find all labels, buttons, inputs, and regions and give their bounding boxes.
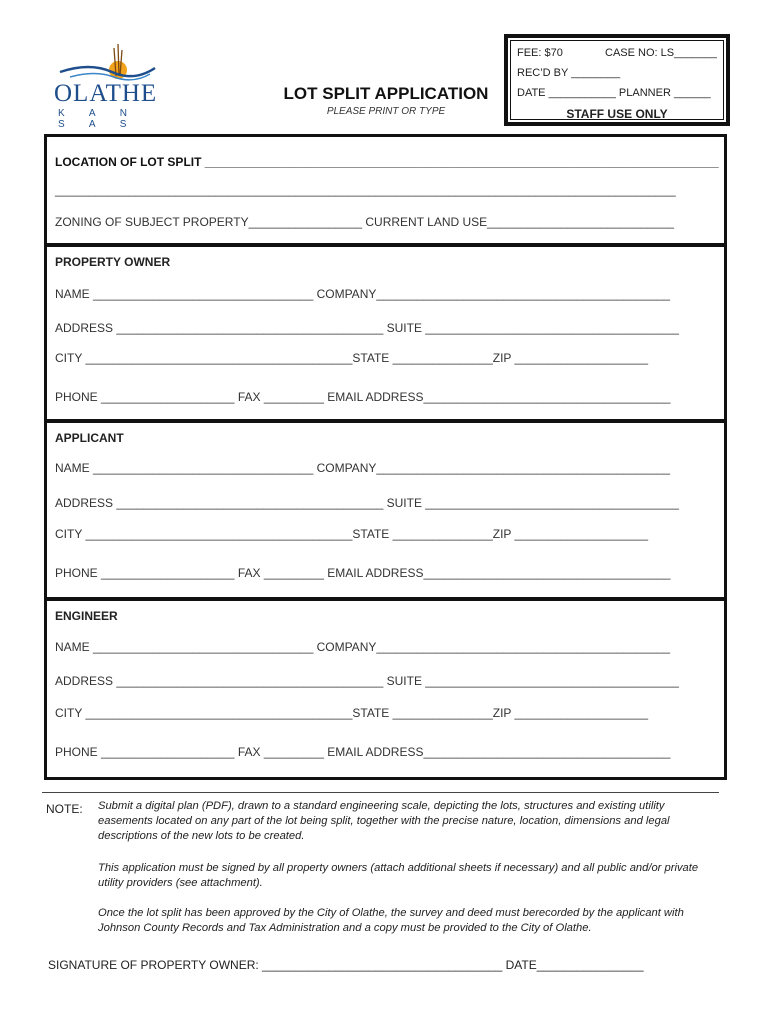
divider <box>42 792 719 793</box>
owner-address-suite-field[interactable]: ADDRESS ________________________________________ SUITE ______________________________________ <box>55 321 679 335</box>
applicant-phone-fax-email-field[interactable]: PHONE ____________________ FAX _________ EMAIL ADDRESS_____________________________________ <box>55 566 671 580</box>
zoning-land-use-field[interactable]: ZONING OF SUBJECT PROPERTY_________________ CURRENT LAND USE____________________________ <box>55 215 675 229</box>
olathe-logo <box>50 42 160 130</box>
case-no-field: CASE NO: LS_______ <box>605 47 717 59</box>
applicant-section <box>44 420 727 600</box>
applicant-address-suite-field[interactable]: ADDRESS ________________________________________ SUITE ______________________________________ <box>55 496 679 510</box>
recd-by-field: REC’D BY ________ <box>517 67 621 79</box>
signature-date-field[interactable]: SIGNATURE OF PROPERTY OWNER: ____________________________________ DATE________________ <box>48 958 644 972</box>
owner-phone-fax-email-field[interactable]: PHONE ____________________ FAX _________ EMAIL ADDRESS_____________________________________ <box>55 390 671 404</box>
note-paragraph-3: Once the lot split has been approved by the City of Olathe, the survey and deed must berecorded by the applicant with Johnson County Records and Tax Administration and a copy must be provided to the City of Olathe. <box>98 907 684 934</box>
location-section <box>44 134 727 246</box>
logo-state: K A N S A S <box>58 108 139 130</box>
form-title: LOT SPLIT APPLICATION <box>283 84 489 103</box>
engineer-section <box>44 598 727 780</box>
owner-city-state-zip-field[interactable]: CITY ________________________________________STATE _______________ZIP ____________________ <box>55 351 648 365</box>
applicant-name-company-field[interactable]: NAME _________________________________ COMPANY____________________________________________ <box>55 461 671 475</box>
staff-use-label: STAFF USE ONLY <box>566 107 668 121</box>
engineer-header: ENGINEER <box>55 609 118 623</box>
property-owner-header: PROPERTY OWNER <box>55 255 171 269</box>
engineer-name-company-field[interactable]: NAME _________________________________ COMPANY____________________________________________ <box>55 640 671 654</box>
engineer-phone-fax-email-field[interactable]: PHONE ____________________ FAX _________ EMAIL ADDRESS_____________________________________ <box>55 745 671 759</box>
form-subtitle: PLEASE PRINT OR TYPE <box>326 106 446 117</box>
engineer-address-suite-field[interactable]: ADDRESS ________________________________________ SUITE ______________________________________ <box>55 674 679 688</box>
note-paragraph-1: Submit a digital plan (PDF), drawn to a standard engineering scale, depicting the lots, structures and existing utility easements located on any part of the lot being split, together with the precise nature, location, dimensions and legal descriptions of the new lots to be created. <box>98 800 670 842</box>
staff-use-box <box>504 34 730 126</box>
applicant-header: APPLICANT <box>55 431 124 445</box>
property-owner-section <box>44 244 727 422</box>
owner-name-company-field[interactable]: NAME _________________________________ COMPANY____________________________________________ <box>55 287 671 301</box>
staff-box-inner <box>510 40 724 120</box>
location-line-2[interactable]: _____________________________________________________________________________________________ <box>55 183 676 197</box>
logo-wordmark: OLATHE <box>54 80 158 107</box>
fee-field: FEE: $70 <box>517 47 563 59</box>
applicant-city-state-zip-field[interactable]: CITY ________________________________________STATE _______________ZIP ____________________ <box>55 527 648 541</box>
location-of-lot-split-field[interactable]: LOCATION OF LOT SPLIT _____________________________________________________________________________ <box>55 155 719 169</box>
note-label: NOTE: <box>46 802 83 816</box>
date-planner-field: DATE ___________ PLANNER ______ <box>517 87 711 99</box>
logo-emblem-icon <box>50 42 160 82</box>
note-paragraph-2: This application must be signed by all property owners (attach additional sheets if necessary) and all public and/or private utility providers (see attachment). <box>98 862 699 889</box>
engineer-city-state-zip-field[interactable]: CITY ________________________________________STATE _______________ZIP ____________________ <box>55 706 648 720</box>
